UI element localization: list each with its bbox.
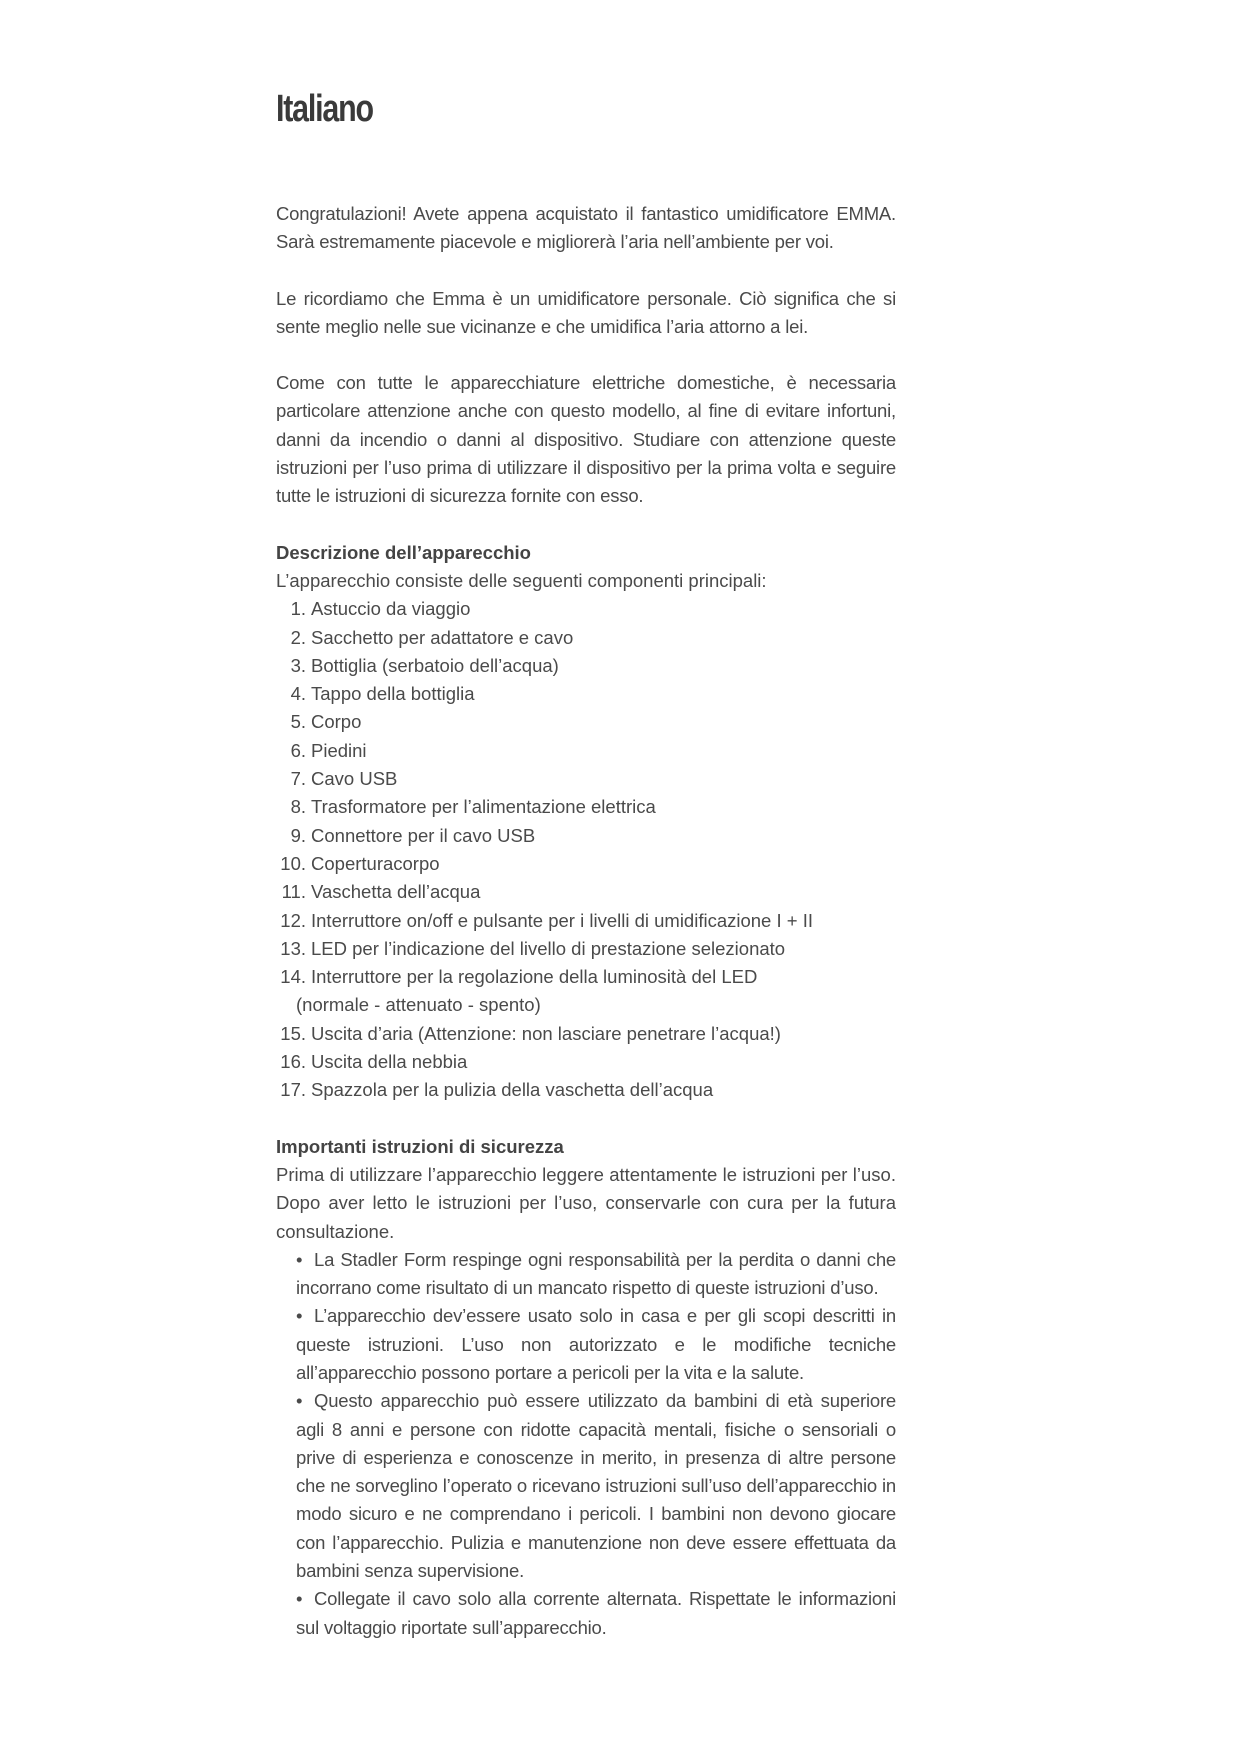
list-item-text: Coperturacorpo [311,852,440,874]
list-item-number: 1. [290,598,306,620]
list-item-number: 4. [290,683,306,705]
list-item-number: 14. [280,966,306,988]
list-item [276,680,896,708]
list-item-text: Trasformatore per l’alimentazione elettrica [311,796,656,818]
list-item-text: Vaschetta dell’acqua [311,881,481,903]
list-item-number: 16. [280,1051,306,1073]
list-item [276,878,896,906]
list-item-text: Tappo della bottiglia [311,683,475,705]
list-item-number: 9. [290,824,306,846]
list-item-number: 7. [290,768,306,790]
list-item [276,793,896,821]
list-item-number: 2. [290,626,306,648]
list-item [296,1387,896,1585]
list-item-text: La Stadler Form respinge ogni responsabilità per la perdita o danni che incorrano come risultato di un mancato rispetto di queste istruzioni d’uso. [296,1248,896,1299]
list-item-text: Interruttore on/off e pulsante per i livelli di umidificazione I + II [311,909,813,931]
list-item-text: Spazzola per la pulizia della vaschetta dell’acqua [311,1079,714,1101]
list-item-text: LED per l’indicazione del livello di prestazione selezionato [311,937,786,959]
list-item-number: 6. [290,739,306,761]
list-item-continuation [276,991,896,1019]
list-item-number: 10. [280,852,306,874]
safety-intro: Prima di utilizzare l’apparecchio leggere attentamente le istruzioni per l’uso. Dopo aver letto le istruzioni per l’uso, conservarle con cura per la futura consultazione. [276,1163,896,1242]
list-item [276,1020,896,1048]
list-item [276,765,896,793]
list-item [296,1246,896,1303]
list-item-number: 8. [290,796,306,818]
list-item-number: 12. [280,909,306,931]
list-item [276,652,896,680]
list-item-text: Cavo USB [311,768,398,790]
list-item [276,850,896,878]
list-item-number: 5. [290,711,306,733]
page-title: Italiano [276,88,373,130]
list-item-number: 15. [280,1022,306,1044]
list-item [276,708,896,736]
bullet-icon: • [296,1305,303,1327]
section-heading-safety: Importanti istruzioni di sicurezza [276,1135,564,1157]
list-item [276,1048,896,1076]
intro-paragraph: Congratulazioni! Avete appena acquistato il fantastico umidificatore EMMA. Sarà estremamente piacevole e migliorerà l’aria nell’ambiente per voi. [276,203,896,253]
list-item [276,907,896,935]
intro-paragraph: Le ricordiamo che Emma è un umidificatore personale. Ciò significa che si sente meglio nelle sue vicinanze e che umidifica l’aria attorno a lei. [276,287,896,337]
list-item-text: Piedini [311,739,367,761]
components-list [276,595,896,1104]
list-item-text: Connettore per il cavo USB [311,824,536,846]
list-item [296,1302,896,1387]
bullet-icon: • [296,1248,303,1270]
list-item [276,822,896,850]
list-item-text: Bottiglia (serbatoio dell’acqua) [311,654,559,676]
bullet-icon: • [296,1390,303,1412]
intro-paragraph: Come con tutte le apparecchiature elettriche domestiche, è necessaria particolare attenzione anche con questo modello, al fine di evitare infortuni, danni da incendio o danni al dispositivo. Studiare con attenzione queste istruzioni per l’uso prima di utilizzare il dispositivo per la prima volta e seguire tutte le istruzioni di sicurezza fornite con esso. [276,372,896,507]
list-item-text: Interruttore per la regolazione della luminosità del LED [311,966,758,988]
list-item [276,595,896,623]
list-item-text: Uscita d’aria (Attenzione: non lasciare penetrare l’acqua!) [311,1022,781,1044]
list-item [276,624,896,652]
description-intro: L’apparecchio consiste delle seguenti componenti principali: [276,569,767,591]
list-item-text: (normale - attenuato - spento) [296,994,541,1016]
list-item-number: 17. [280,1079,306,1101]
list-item-number: 13. [280,937,306,959]
list-item-number: 11. [281,881,306,903]
list-item-text: Corpo [311,711,362,733]
safety-list [276,1246,896,1642]
list-item [276,963,896,991]
list-item-text: Questo apparecchio può essere utilizzato da bambini di età superiore agli 8 anni e persone con ridotte capacità mentali, fisiche o sensoriali o prive di esperienza e conoscenze in merito, in presenza di altre persone che ne sorveglino l’operato o ricevano istruzioni sull’uso dell’apparecchio in modo sicuro e ne comprendano i pericoli. I bambini non devono giocare con l’apparecchio. Pulizia e manutenzione non deve essere effettuata da bambini senza supervisione. [296,1390,896,1582]
list-item [276,935,896,963]
list-item-text: Sacchetto per adattatore e cavo [311,626,574,648]
list-item [296,1585,896,1642]
list-item [276,1076,896,1104]
page-content [276,200,896,1642]
list-item-number: 3. [290,654,306,676]
bullet-icon: • [296,1588,303,1610]
section-heading-description: Descrizione dell’apparecchio [276,541,531,563]
list-item-text: Astuccio da viaggio [311,598,471,620]
list-item-text: Uscita della nebbia [311,1051,468,1073]
list-item-text: Collegate il cavo solo alla corrente alternata. Rispettate le informazioni sul voltaggio riportate sull’apparecchio. [296,1588,896,1638]
list-item-text: L’apparecchio dev’essere usato solo in casa e per gli scopi descritti in queste istruzioni. L’uso non autorizzato e le modifiche tecniche all’apparecchio possono portare a pericoli per la vita e la salute. [296,1305,896,1383]
list-item [276,737,896,765]
